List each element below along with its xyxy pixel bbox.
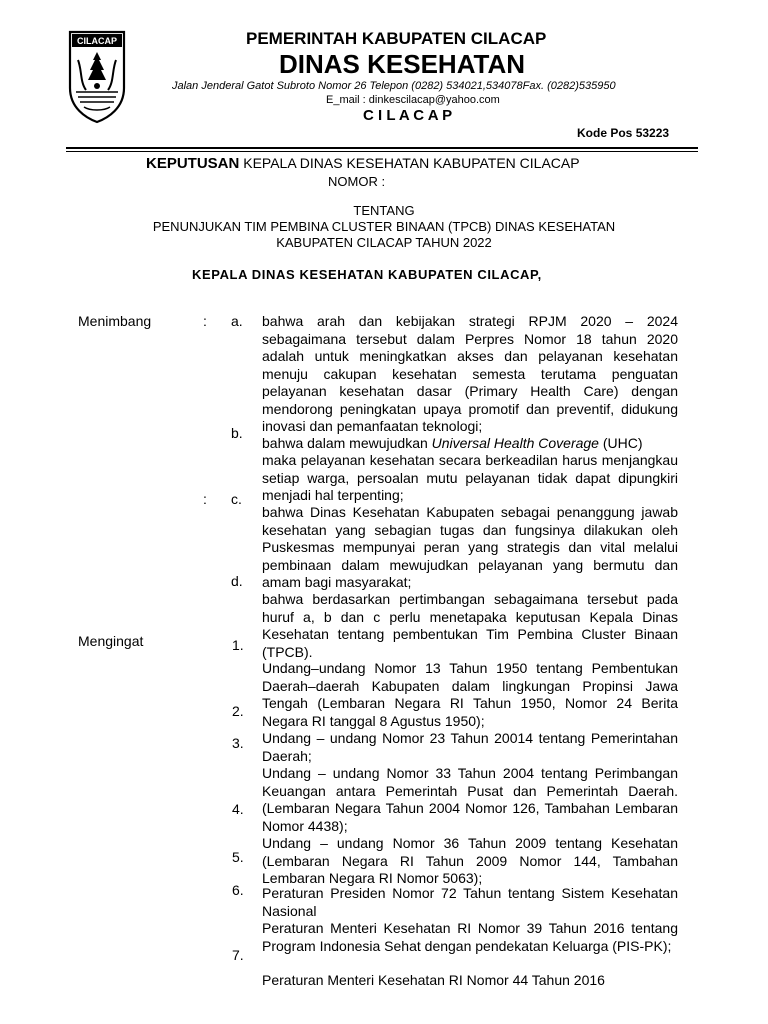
decree-number: NOMOR :: [328, 174, 386, 189]
postal-number: 53223: [635, 126, 670, 140]
menimbang-colon-2: :: [203, 491, 207, 507]
menimbang-item-b: maka pelayanan kesehatan secara berkeadilan harus menjangkau setiap warga, persoalan mutu pelayanan tidak dapat dipungkiri menjadi hal terpenting;: [262, 452, 678, 503]
marker-a: a.: [231, 313, 243, 329]
item-b-suffix: (UHC): [602, 435, 643, 451]
marker-b: b.: [231, 425, 243, 441]
agency-name: DINAS KESEHATAN: [279, 49, 526, 79]
mengingat-item-3: Undang – undang Nomor 33 Tahun 2004 tentang Perimbangan Keuangan antara Pemerintah Pusat dan Pemerintah Daerah. (Lembaran Negara Tahun 2004 Nomor 126, Tambahan Lembaran Nomor 4438);: [262, 765, 678, 834]
decree-title: [146, 155, 580, 172]
decree-subject-line1: PENUNJUKAN TIM PEMBINA CLUSTER BINAAN (TPCB) DINAS KESEHATAN: [152, 219, 616, 234]
letterhead-rule-thick: [66, 147, 698, 149]
letterhead-rule-thin: [66, 151, 698, 152]
marker-d: d.: [231, 573, 243, 589]
mengingat-item-4: Undang – undang Nomor 36 Tahun 2009 tentang Kesehatan (Lembaran Negara RI Tahun 2009 Nomor 144, Tambahan Lembaran Negara RI Nomor 5063);: [262, 835, 678, 886]
marker-7: 7.: [232, 947, 244, 963]
menimbang-item-a: bahwa arah dan kebijakan strategi RPJM 2020 – 2024 sebagaimana tersebut dalam Perpres Nomor 18 tahun 2020 adalah untuk meningkatkan akses dan pelayanan kesehatan menuju cakupan kesehatan semesta terutama penguatan pelayanan kesehatan dasar (Primary Health Care) dengan mendorong peningkatan upaya promotif dan preventif, didukung inovasi dan pemanfaatan teknologi;: [262, 313, 678, 434]
marker-1: 1.: [232, 637, 244, 653]
mengingat-item-6: Peraturan Menteri Kesehatan RI Nomor 39 Tahun 2016 tentang Program Indonesia Sehat dengan pendekatan Keluarga (PIS-PK);: [262, 920, 678, 954]
mengingat-item-1: Undang–undang Nomor 13 Tahun 1950 tentang Pembentukan Daerah–daerah Kabupaten dalam lingkungan Propinsi Jawa Tengah (Lembaran Negara RI Tahun 1950, Nomor 24 Berita Negara RI tanggal 8 Agustus 1950);: [262, 660, 678, 729]
marker-c: c.: [231, 491, 242, 507]
marker-6: 6.: [232, 882, 244, 898]
postal-code: [577, 126, 669, 140]
item-b-italic: Universal Health Coverage: [431, 435, 599, 451]
email-line: E_mail : dinkescilacap@yahoo.com: [326, 94, 500, 106]
menimbang-item-b-first-line: [262, 435, 678, 453]
government-name: PEMERINTAH KABUPATEN CILACAP: [246, 29, 547, 48]
marker-3: 3.: [232, 735, 244, 751]
address-line: Jalan Jenderal Gatot Subroto Nomor 26 Telepon (0282) 534021,534078Fax. (0282)535950: [172, 80, 616, 92]
section-label-menimbang: Menimbang: [78, 313, 152, 329]
regency-emblem-logo: [68, 30, 126, 129]
postal-label: Kode Pos: [577, 126, 633, 140]
decree-title-rest: KEPALA DINAS KESEHATAN KABUPATEN CILACAP: [243, 155, 580, 171]
marker-4: 4.: [232, 801, 244, 817]
decree-title-bold: KEPUTUSAN: [146, 155, 240, 172]
decree-about: TENTANG: [353, 203, 415, 218]
section-label-mengingat: Mengingat: [78, 633, 144, 649]
city-name: C I L A C A P: [363, 107, 453, 124]
marker-2: 2.: [232, 703, 244, 719]
mengingat-item-2: Undang – undang Nomor 23 Tahun 20014 tentang Pemerintahan Daerah;: [262, 730, 678, 764]
menimbang-colon: :: [203, 313, 207, 329]
mengingat-item-7: Peraturan Menteri Kesehatan RI Nomor 44 Tahun 2016: [262, 972, 605, 988]
mengingat-item-5: Peraturan Presiden Nomor 72 Tahun tentang Sistem Kesehatan Nasional: [262, 885, 678, 919]
emblem-text: CILACAP: [77, 36, 117, 46]
menimbang-item-c: bahwa Dinas Kesehatan Kabupaten sebagai penanggung jawab kesehatan yang sebagian tugas dan fungsinya dilakukan oleh Puskesmas mempunyai peran yang strategis dan vital melalui pembinaan dalam mewujudkan pelayanan yang bermutu dan amam bagi masyarakat;: [262, 504, 678, 590]
item-b-prefix: bahwa dalam mewujudkan: [262, 435, 428, 451]
menimbang-item-d: bahwa berdasarkan pertimbangan sebagaimana tersebut pada huruf a, b dan c perlu menetapaka keputusan Kepala Dinas Kesehatan tentang pembentukan Tim Pembina Cluster Binaan (TPCB).: [262, 591, 678, 660]
decree-subject-line2: KABUPATEN CILACAP TAHUN 2022: [276, 235, 492, 250]
marker-5: 5.: [232, 849, 244, 865]
decree-issuer: KEPALA DINAS KESEHATAN KABUPATEN CILACAP,: [192, 267, 542, 282]
